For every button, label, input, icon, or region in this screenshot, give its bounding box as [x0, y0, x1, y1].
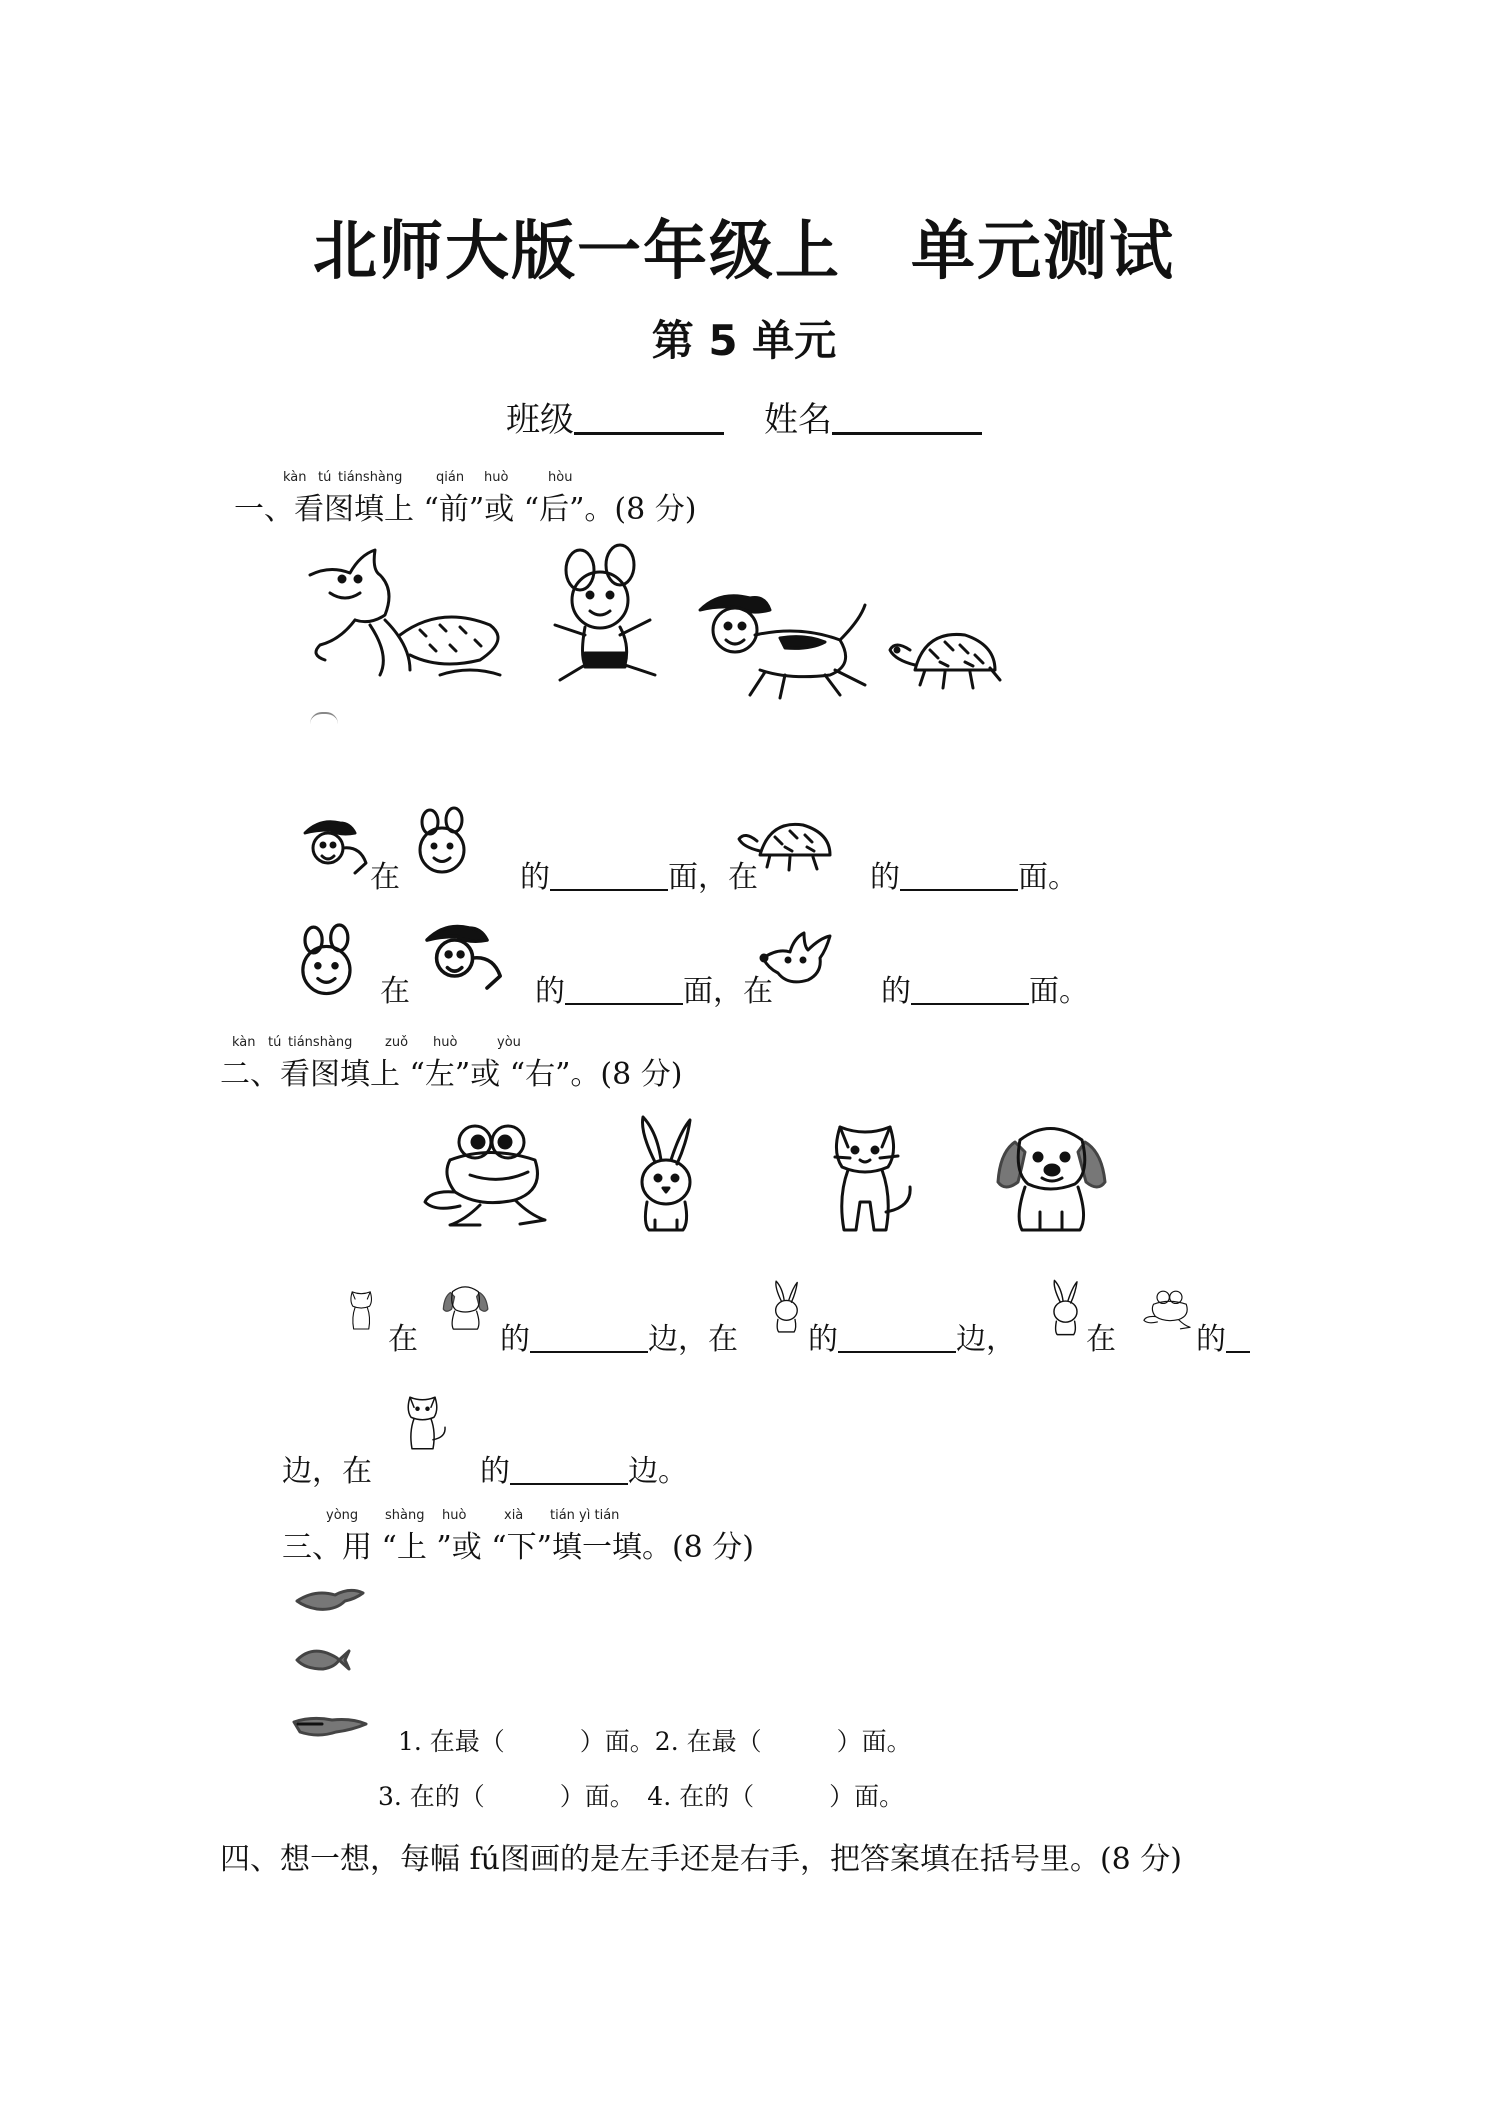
q2-l1-zai2: 在: [1086, 1322, 1116, 1357]
pinyin-huo: huò: [433, 1035, 458, 1050]
crocodile-icon: [292, 1712, 368, 1742]
q2-l1-de3: 的: [1196, 1322, 1226, 1357]
dog-icon: [300, 818, 370, 878]
pinyin-tu: tú: [318, 470, 332, 485]
class-blank[interactable]: [574, 402, 724, 435]
q1-l1-blank2[interactable]: [900, 863, 1018, 891]
cropped-artifact: [310, 712, 338, 724]
rabbit-icon: [290, 925, 365, 1000]
pinyin-yong: yòng: [326, 1508, 359, 1523]
q1-l2-de2: 的: [881, 974, 911, 1009]
q1-l2-de1: 的: [535, 974, 565, 1009]
q2-l2-bian2: 边。: [628, 1454, 688, 1489]
q2-l1-blank3[interactable]: [1226, 1325, 1250, 1353]
q1-l1-mian1: 面，在: [668, 860, 758, 895]
q2-l2-de: 的: [480, 1454, 510, 1489]
q2-l1-bian2: 边，: [956, 1322, 1016, 1357]
q3-line-1: 1. 在最（ ）面。2. 在最（ ）面。: [398, 1727, 912, 1756]
cat-illustration: [820, 1112, 920, 1237]
pinyin-kan: kàn: [283, 470, 307, 485]
q1-l1-de1: 的: [520, 860, 550, 895]
pinyin-qian: qián: [436, 470, 465, 485]
q1-l2-blank1[interactable]: [565, 977, 683, 1005]
rabbit-illustration: [540, 545, 680, 695]
q2-line-1: [388, 1314, 1250, 1358]
pinyin-you: yòu: [497, 1035, 521, 1050]
dog-illustration: [990, 1112, 1115, 1237]
fish-icon: [295, 1645, 350, 1675]
q3-line-2: 3. 在的（ ）面。 4. 在的（ ）面。: [378, 1782, 905, 1811]
dog-illustration: [690, 590, 880, 700]
pinyin-hou: hòu: [548, 470, 573, 485]
q2-l1-blank1[interactable]: [530, 1325, 648, 1353]
name-blank[interactable]: [832, 402, 982, 435]
q2-l1-de1: 的: [500, 1322, 530, 1357]
q2-l2-blank[interactable]: [510, 1457, 628, 1485]
q1-l1-blank1[interactable]: [550, 863, 668, 891]
cat-icon: [345, 1278, 381, 1340]
pinyin-zuo: zuǒ: [385, 1035, 409, 1050]
question-3: 三、用 “上 ”或 “下”填一填。(8 分): [282, 1530, 754, 1565]
pinyin-huo: huò: [484, 470, 509, 485]
bird-icon: [295, 1585, 365, 1617]
pinyin-tu: tú: [268, 1035, 282, 1050]
question-1: 一、看图填上 “前”或 “后”。(8 分): [234, 492, 697, 527]
unit-subtitle: 第 5 单元: [651, 316, 837, 365]
page-title: [0, 200, 1488, 292]
q1-l1-zai: 在: [370, 860, 400, 895]
q2-l1-bian1: 边，在: [648, 1322, 738, 1357]
name-label: 姓名: [764, 400, 832, 440]
pinyin-kan: kàn: [232, 1035, 256, 1050]
frog-illustration: [420, 1120, 550, 1230]
pinyin-tianshang: tiánshàng: [338, 470, 403, 485]
q2-l1-zai1: 在: [388, 1322, 418, 1357]
pinyin-huo: huò: [442, 1508, 467, 1523]
q1-l1-mian2: 面。: [1018, 860, 1078, 895]
title-left: 北师大版一年级上: [313, 215, 841, 289]
q1-l2-mian1: 面，在: [683, 974, 773, 1009]
title-right: 单元测试: [911, 215, 1175, 289]
pinyin-tian: tián yì tián: [550, 1508, 620, 1523]
class-label: 班级: [506, 400, 574, 440]
q1-l2-mian2: 面。: [1029, 974, 1089, 1009]
q2-l1-blank2[interactable]: [838, 1325, 956, 1353]
q1-line-1: [370, 852, 1078, 896]
question-4: 四、想一想，每幅 fú图画的是左手还是右手，把答案填在括号里。(8 分): [220, 1842, 1182, 1877]
pinyin-shang: shàng: [385, 1508, 425, 1523]
pinyin-xia: xià: [504, 1508, 524, 1523]
question-2: 二、看图填上 “左”或 “右”。(8 分): [220, 1057, 683, 1092]
turtle-illustration: [885, 620, 1005, 700]
class-name-line: [0, 392, 1488, 441]
q1-l2-zai: 在: [380, 974, 410, 1009]
fox-illustration: [300, 545, 520, 695]
q2-line-2: [282, 1446, 688, 1490]
q1-l2-blank2[interactable]: [911, 977, 1029, 1005]
q2-l1-de2: 的: [808, 1322, 838, 1357]
q2-l2-bian1: 边，在: [282, 1454, 372, 1489]
q1-l1-de2: 的: [870, 860, 900, 895]
pinyin-tianshang: tiánshàng: [288, 1035, 353, 1050]
rabbit-illustration: [625, 1112, 705, 1237]
q1-line-2: [380, 966, 1089, 1010]
